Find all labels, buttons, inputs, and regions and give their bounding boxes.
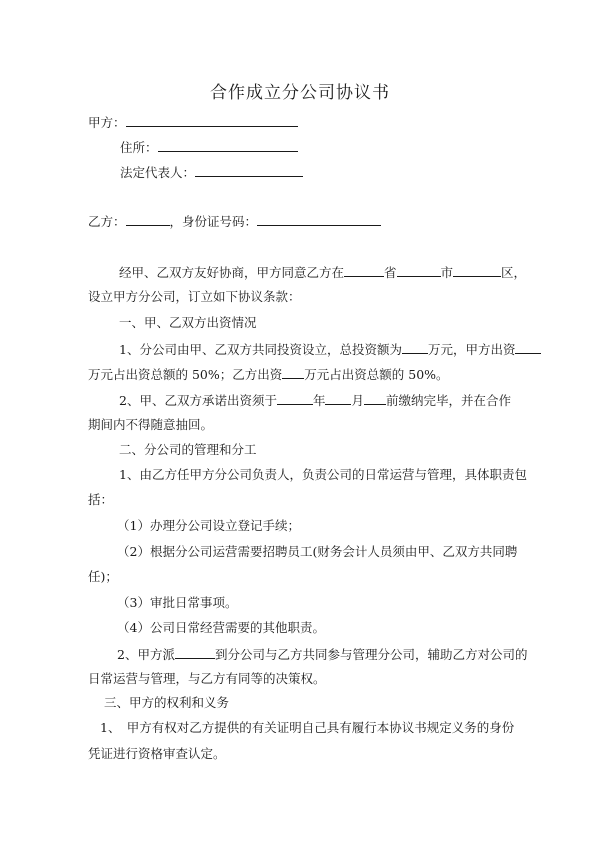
intro-text-city: 市 — [440, 265, 454, 280]
party-a-label: 甲方： — [88, 115, 126, 130]
district-blank — [453, 264, 501, 277]
party-a-address-blank — [158, 139, 298, 152]
s1-item1-text-b: 万元，甲方出资 — [427, 342, 516, 357]
s1-item2-text-month: 月 — [351, 393, 364, 408]
city-blank — [397, 264, 441, 277]
section-1-item-2-line-1 — [119, 392, 511, 409]
party-a-address-label: 住所： — [120, 140, 158, 155]
total-investment-blank — [402, 341, 428, 354]
intro-text-a: 经甲、乙双方友好协商，甲方同意乙方在 — [119, 265, 345, 280]
month-blank — [325, 392, 351, 405]
section-1-item-1-line-1 — [119, 341, 541, 358]
section-1-item-2-line-2: 期间内不得随意抽回。 — [88, 417, 214, 432]
year-blank — [277, 392, 313, 405]
province-blank — [344, 264, 384, 277]
s1-item1-text-a: 1、分公司由甲、乙双方共同投资设立，总投资额为 — [119, 342, 402, 357]
section-2-item-1-line-2: 括： — [88, 492, 114, 507]
s1-item2-text-year: 年 — [312, 393, 326, 408]
section-2-heading: 二、分公司的管理和分工 — [119, 442, 257, 457]
section-1-item-1-line-2 — [88, 366, 449, 383]
section-3-item-1-line-1: 1、 甲方有权对乙方提供的有关证明自己具有履行本协议书规定义务的身份 — [100, 720, 515, 735]
section-1-heading: 一、甲、乙双方出资情况 — [119, 315, 257, 330]
party-a-representative-blank — [195, 164, 303, 177]
party-a-representative-line — [120, 164, 303, 181]
day-blank — [364, 392, 386, 405]
party-a-line — [88, 114, 298, 131]
party-a-address-line — [120, 139, 298, 156]
duty-2-line-2: 任)； — [88, 569, 118, 584]
delegate-blank — [175, 646, 215, 659]
intro-line-2: 设立甲方分公司，订立如下协议条款： — [88, 289, 301, 304]
s1-item1-text-d: 万元占出资总额的 50%。 — [304, 367, 449, 382]
section-2-item-2-line-1 — [117, 646, 527, 663]
section-2-item-1-line-1: 1、由乙方任甲方分公司负责人，负责公司的日常运营与管理，具体职责包 — [119, 467, 527, 482]
document-title: 合作成立分公司协议书 — [210, 83, 390, 103]
party-b-id-blank — [257, 213, 381, 226]
intro-line-1 — [119, 264, 526, 281]
s2-item2-text-b: 到分公司与乙方共同参与管理分公司，辅助乙方对公司的 — [214, 647, 528, 662]
duty-1: （1）办理分公司设立登记手续； — [117, 518, 300, 533]
party-b-name-blank — [126, 213, 170, 226]
party-a-blank — [126, 114, 298, 127]
party-b-label: 乙方： — [88, 214, 126, 229]
s1-item2-text-a: 2、甲、乙双方承诺出资须于 — [119, 393, 277, 408]
party-b-id-label: ，身份证号码： — [169, 214, 258, 229]
section-3-heading: 三、甲方的权利和义务 — [104, 695, 230, 710]
party-b-line — [88, 213, 381, 230]
section-3-item-1-line-2: 凭证进行资格审查认定。 — [88, 746, 226, 761]
s1-item1-text-c: 万元占出资总额的 50%；乙方出资 — [88, 367, 283, 382]
party-b-investment-blank — [282, 366, 304, 379]
duty-3: （3）审批日常事项。 — [117, 595, 238, 610]
duty-2-line-1: （2）根据分公司运营需要招聘员工(财务会计人员须由甲、乙双方共同聘 — [117, 544, 518, 559]
intro-text-province: 省 — [384, 265, 397, 280]
party-a-investment-blank — [515, 341, 541, 354]
section-2-item-2-line-2: 日常运营与管理，与乙方有同等的决策权。 — [88, 671, 326, 686]
s2-item2-text-a: 2、甲方派 — [117, 647, 175, 662]
s1-item2-text-d: 前缴纳完毕，并在合作 — [386, 393, 512, 408]
party-a-representative-label: 法定代表人： — [120, 165, 196, 180]
intro-text-district: 区， — [501, 265, 527, 280]
duty-4: （4）公司日常经营需要的其他职责。 — [117, 620, 325, 635]
